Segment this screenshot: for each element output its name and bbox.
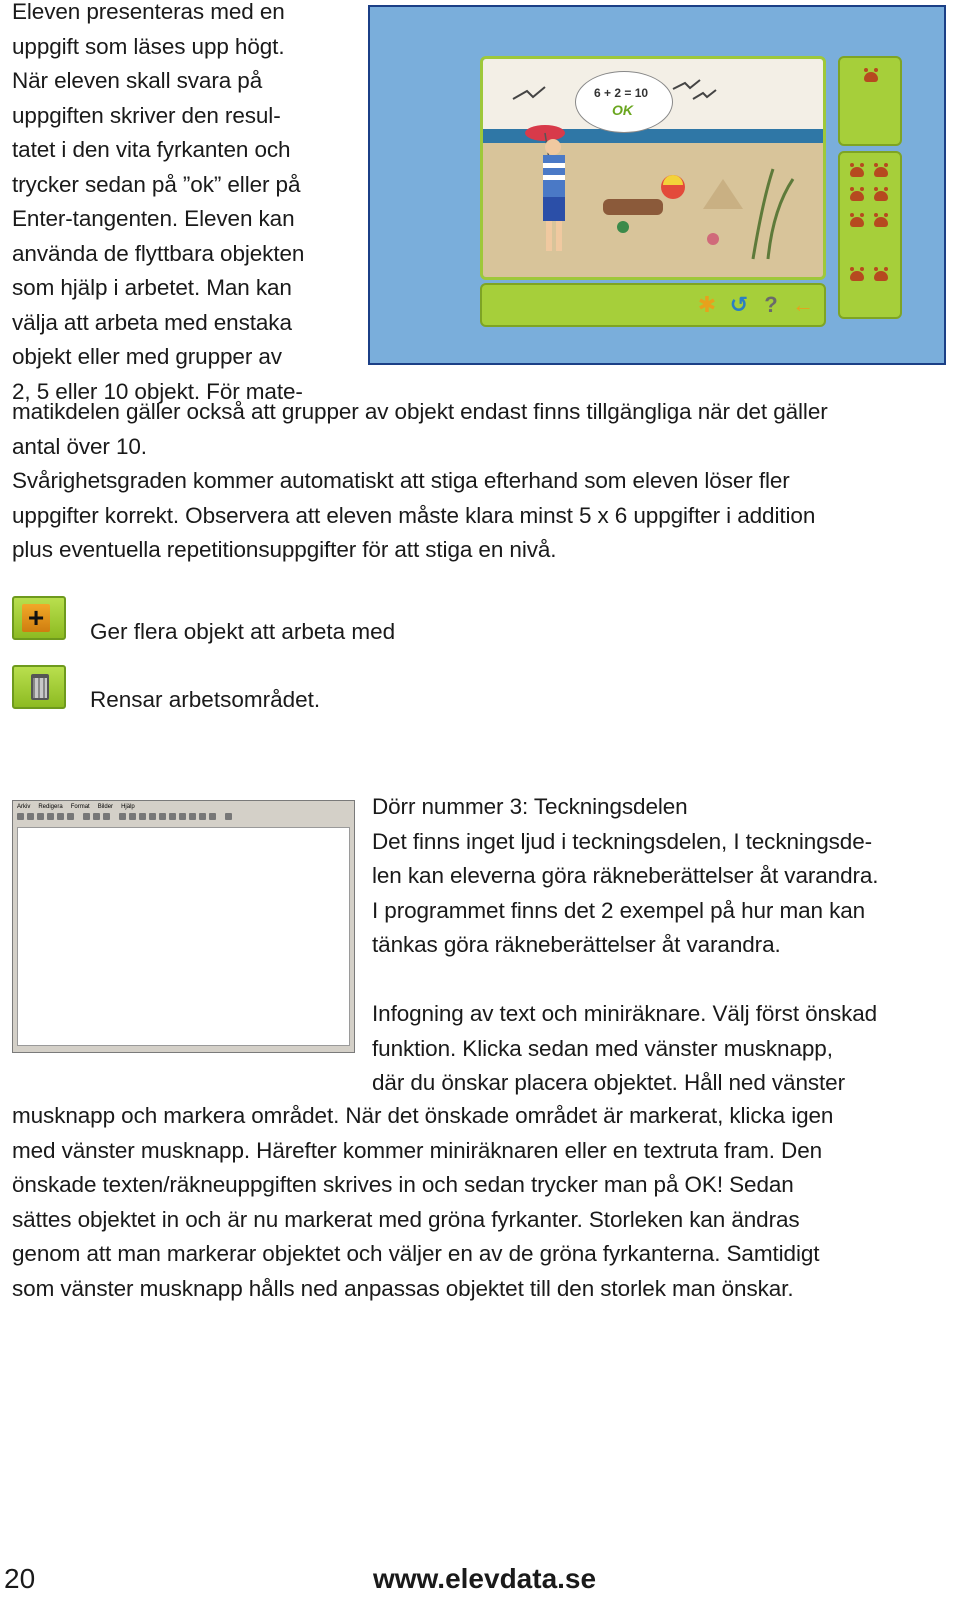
- tool-icon: [169, 813, 176, 820]
- tool-icon: [179, 813, 186, 820]
- tool-icon: [199, 813, 206, 820]
- tool-icon: [139, 813, 146, 820]
- intro-text-full: [12, 395, 942, 568]
- object-tray-single[interactable]: [838, 56, 902, 146]
- tool-icon: [129, 813, 136, 820]
- text-line: genom att man markerar objektet och väljer en av de gröna fyrkanterna. Samtidigt: [12, 1241, 820, 1266]
- tool-icon: [209, 813, 216, 820]
- game-toolbar: [480, 283, 826, 327]
- tool-icon: [149, 813, 156, 820]
- text-line: Enter-tangenten. Eleven kan: [12, 206, 295, 231]
- text-line: Det finns inget ljud i teckningsdelen, I teckningsde-: [372, 828, 872, 854]
- ok-label: OK: [612, 102, 633, 118]
- crab-icon: [850, 271, 864, 281]
- tool-icon: [47, 813, 54, 820]
- page-number: 20: [4, 1563, 36, 1594]
- tool-icon: [57, 813, 64, 820]
- text-line: välja att arbeta med enstaka: [12, 309, 292, 335]
- tool-icon: [189, 813, 196, 820]
- puzzle-icon[interactable]: ✱: [697, 292, 717, 317]
- text-line: som vänster musknapp hålls ned anpassas objektet till den storlek man önskar.: [12, 1275, 794, 1301]
- text-line: där du önskar placera objektet. Håll ned vänster: [372, 1070, 845, 1095]
- crab-icon: [874, 271, 888, 281]
- menu-item: Bilder: [97, 804, 114, 810]
- tool-icon: [17, 813, 24, 820]
- text-line: önskade texten/räkneuppgiften skrives in och sedan trycker man på OK! Sedan: [12, 1172, 794, 1197]
- text-line: antal över 10.: [12, 433, 147, 459]
- drawing-canvas: [17, 827, 350, 1046]
- tool-icon: [103, 813, 110, 820]
- tool-icon: [37, 813, 44, 820]
- menu-item: Redigera: [38, 804, 63, 810]
- text-line: matikdelen gäller också att grupper av objekt endast finns tillgängliga när det gäller: [12, 399, 828, 424]
- plus-icon: +: [22, 604, 50, 632]
- paint-menubar: [17, 803, 135, 811]
- text-line: funktion. Klicka sedan med vänster musknapp,: [372, 1035, 833, 1061]
- menu-item: Format: [70, 804, 90, 810]
- tool-icon: [225, 813, 232, 820]
- footer-url: www.elevdata.se: [373, 1563, 597, 1594]
- text-line: som hjälp i arbetet. Man kan: [12, 275, 292, 300]
- text-line: trycker sedan på ”ok” eller på: [12, 171, 301, 197]
- section-text-right: [372, 790, 952, 1101]
- crab-icon: [850, 191, 864, 201]
- crab-icon: [874, 167, 888, 177]
- paint-toolbar: [17, 813, 350, 822]
- text-line: tatet i den vita fyrkanten och: [12, 137, 291, 162]
- crab-icon: [850, 217, 864, 227]
- clear-workspace-description: Rensar arbetsområdet.: [90, 687, 321, 712]
- text-line: använda de flyttbara objekten: [12, 240, 305, 266]
- undo-icon[interactable]: ↺: [729, 292, 749, 317]
- text-line: Infogning av text och miniräknare. Välj först önskad: [372, 1001, 878, 1026]
- intro-text-left: [12, 0, 352, 409]
- clear-workspace-button-image: [12, 665, 66, 709]
- beach-scene-image: [480, 56, 826, 280]
- menu-item: Hjälp: [121, 804, 135, 810]
- help-icon[interactable]: ?: [764, 292, 778, 317]
- crab-icon: [864, 72, 878, 82]
- text-line: Svårighetsgraden kommer automatiskt att stiga efterhand som eleven löser fler: [12, 468, 790, 493]
- tool-icon: [93, 813, 100, 820]
- section-text-full: [12, 1099, 947, 1306]
- equation-text: 6 + 2 = 10: [594, 86, 649, 100]
- tool-icon: [27, 813, 34, 820]
- crab-icon: [874, 191, 888, 201]
- object-tray-groups[interactable]: [838, 151, 902, 319]
- thought-bubble: [575, 71, 673, 133]
- drawing-program-screenshot: [12, 800, 355, 1053]
- trash-icon: [31, 674, 49, 700]
- back-arrow-icon[interactable]: ←: [792, 292, 814, 317]
- add-objects-description: Ger flera objekt att arbeta med: [90, 619, 396, 644]
- text-line: När eleven skall svara på: [12, 68, 263, 93]
- tool-icon: [67, 813, 74, 820]
- text-line: sättes objektet in och är nu markerat med gröna fyrkanter. Storleken kan ändras: [12, 1206, 800, 1232]
- text-line: musknapp och markera området. När det önskade området är markerat, klicka igen: [12, 1103, 834, 1128]
- tool-icon: [159, 813, 166, 820]
- text-line: objekt eller med grupper av: [12, 344, 282, 369]
- text-line: tänkas göra räkneberättelser åt varandra.: [372, 932, 781, 957]
- section-title: Dörr nummer 3: Teckningsdelen: [372, 794, 688, 819]
- text-line: med vänster musknapp. Härefter kommer miniräknaren eller en textruta fram. Den: [12, 1137, 823, 1163]
- text-line: 2, 5 eller 10 objekt. För mate-: [12, 378, 303, 404]
- menu-item: Arkiv: [17, 804, 31, 810]
- text-line: uppgifter korrekt. Observera att eleven måste klara minst 5 x 6 uppgifter i addition: [12, 502, 816, 528]
- text-line: plus eventuella repetitionsuppgifter för att stiga en nivå.: [12, 537, 557, 562]
- text-line: uppgift som läses upp högt.: [12, 33, 285, 59]
- crab-icon: [874, 217, 888, 227]
- crab-icon: [850, 167, 864, 177]
- text-line: Eleven presenteras med en: [12, 0, 285, 24]
- text-line: uppgiften skriver den resul-: [12, 102, 281, 128]
- text-line: I programmet finns det 2 exempel på hur man kan: [372, 897, 866, 923]
- blank-line: [372, 963, 952, 998]
- add-objects-button-image: [12, 596, 66, 640]
- text-line: len kan eleverna göra räkneberättelser åt varandra.: [372, 863, 879, 888]
- game-screenshot: [368, 5, 946, 365]
- tool-icon: [83, 813, 90, 820]
- tool-icon: [119, 813, 126, 820]
